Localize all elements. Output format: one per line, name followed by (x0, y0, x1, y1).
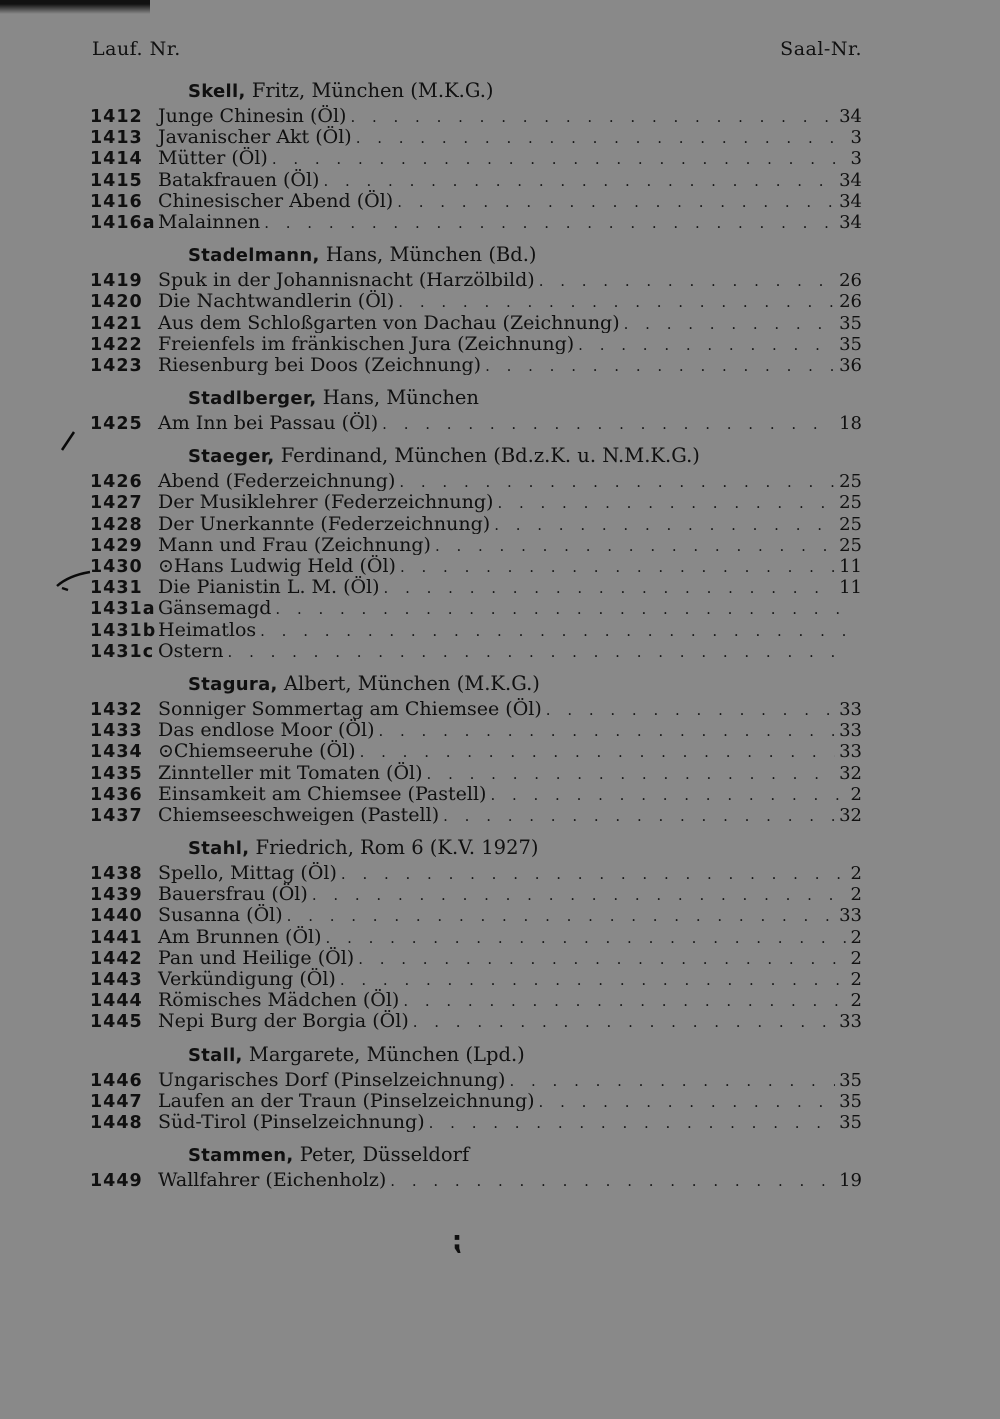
leader-dots (312, 886, 846, 904)
catalog-entry (90, 862, 862, 883)
entry-title: Der Unerkannte (Federzeichnung) (158, 512, 491, 534)
entry-saal-number: 25 (839, 492, 862, 513)
leader-dots (228, 643, 846, 661)
entry-saal-number: 35 (839, 1069, 862, 1090)
entry-number: 1422 (90, 334, 143, 354)
entry-title: Pan und Heilige (Öl) (158, 946, 355, 968)
catalog-entry (90, 126, 862, 147)
entry-saal-number: 2 (850, 884, 862, 905)
entry-title: Abend (Federzeichnung) (158, 470, 396, 492)
catalog-entry (90, 354, 862, 375)
catalog-entry (90, 491, 862, 512)
catalog-entry (90, 576, 862, 597)
entry-title: Mann und Frau (Zeichnung) (158, 533, 431, 555)
artist-heading (188, 673, 862, 696)
entry-number: 1412 (90, 107, 143, 127)
entry-number: 1426 (90, 472, 143, 492)
entry-title: Spuk in der Johannisnacht (Harzölbild) (158, 269, 535, 291)
leader-dots (382, 415, 835, 433)
artist-name: Stammen, (188, 1145, 294, 1167)
entry-number: 1428 (90, 514, 143, 534)
leader-dots (360, 743, 836, 761)
printer-mark: ⁏ (452, 1226, 463, 1256)
entry-title: Laufen an der Traun (Pinselzeichnung) (158, 1089, 535, 1111)
catalog-entry (90, 989, 862, 1010)
artist-details: Ferdinand, München (Bd.z.K. u. N.M.K.G.) (280, 444, 700, 468)
entry-number: 1419 (90, 271, 143, 291)
entry-number: 1413 (90, 128, 143, 148)
catalog-entry (90, 555, 862, 576)
catalog-entry (90, 883, 862, 904)
entry-number: 1415 (90, 170, 143, 190)
entry-title: Spello, Mittag (Öl) (158, 862, 337, 884)
entry-number: 1431b (90, 620, 157, 640)
entry-number: 1437 (90, 805, 143, 826)
artist-details: Margarete, München (Lpd.) (248, 1042, 525, 1066)
leader-dots (624, 315, 835, 333)
leader-dots (578, 336, 835, 354)
entry-title: Ostern (158, 639, 224, 661)
entry-title: Einsamkeit am Chiemsee (Pastell) (158, 782, 487, 804)
entry-title: Der Musiklehrer (Federzeichnung) (158, 491, 494, 513)
entry-number: 1431c (90, 641, 155, 661)
entry-saal-number: 19 (839, 1170, 862, 1191)
catalog-entry (90, 1090, 862, 1111)
leader-dots (358, 950, 846, 968)
leader-dots (323, 172, 835, 190)
entry-saal-number: 35 (839, 1090, 862, 1111)
entry-title: Mütter (Öl) (158, 147, 268, 169)
catalog-entry (90, 740, 862, 761)
entry-number: 1431 (90, 578, 143, 598)
entry-number: 1442 (90, 948, 143, 968)
entry-saal-number: 26 (839, 270, 862, 291)
leader-dots (509, 1072, 835, 1090)
artist-heading (188, 837, 862, 860)
catalog-entry (90, 534, 862, 555)
catalog-entry (90, 147, 862, 168)
leader-dots (435, 537, 835, 555)
entry-saal-number: 2 (850, 783, 862, 804)
leader-dots (546, 701, 835, 719)
entry-saal-number: 33 (839, 720, 862, 741)
entry-saal-number: 32 (839, 804, 862, 826)
entry-title: Ungarisches Dorf (Pinselzeichnung) (158, 1068, 506, 1090)
leader-dots (275, 600, 846, 618)
catalog-entry (90, 1010, 862, 1031)
entry-title: ⊙Chiemseeruhe (Öl) (158, 740, 356, 762)
entry-number: 1444 (90, 991, 143, 1011)
leader-dots (399, 473, 835, 491)
entry-number: 1434 (90, 742, 143, 762)
catalog-entry (90, 947, 862, 968)
catalog-entry (90, 640, 862, 661)
entry-title: Javanischer Akt (Öl) (158, 126, 352, 148)
artist-name: Skell, (188, 81, 246, 102)
artist-name: Stahl, (188, 838, 250, 860)
entry-number: 1447 (90, 1091, 143, 1111)
entry-title: Susanna (Öl) (158, 904, 283, 926)
entry-saal-number: 25 (839, 471, 862, 492)
leader-dots (272, 150, 846, 168)
artist-name: Stagura, (188, 673, 278, 695)
artist-details: Peter, Düsseldorf (299, 1143, 470, 1167)
entry-saal-number: 36 (839, 354, 862, 376)
catalog-entry (90, 211, 862, 232)
artist-name: Stadlberger, (188, 388, 317, 410)
leader-dots (341, 865, 846, 883)
entry-number: 1445 (90, 1012, 143, 1032)
entry-title: Süd-Tirol (Pinselzeichnung) (158, 1110, 425, 1133)
entry-number: 1439 (90, 885, 143, 905)
catalog-entry (90, 290, 862, 311)
artist-details: Friedrich, Rom 6 (K.V. 1927) (255, 836, 539, 860)
entry-number: 1449 (90, 1171, 143, 1191)
entry-saal-number: 33 (839, 741, 862, 762)
pencil-tick-mark-icon (60, 428, 80, 452)
entry-number: 1443 (90, 970, 143, 990)
leader-dots (356, 129, 846, 147)
entry-number: 1414 (90, 149, 143, 169)
catalog-entry (90, 190, 862, 211)
artist-heading (188, 1144, 862, 1167)
leader-dots (264, 214, 835, 232)
entry-title: Die Pianistin L. M. (Öl) (158, 576, 380, 598)
entry-number: 1423 (90, 355, 143, 376)
artist-details: Hans, München (322, 386, 479, 410)
entry-saal-number: 2 (850, 926, 862, 947)
entry-saal-number: 35 (839, 312, 862, 333)
artist-heading (188, 80, 862, 103)
entry-saal-number: 33 (839, 698, 862, 720)
leader-dots (539, 1093, 836, 1111)
entry-saal-number: 33 (839, 1011, 862, 1032)
entry-saal-number: 11 (839, 577, 862, 598)
leader-dots (398, 293, 835, 311)
entry-saal-number: 18 (839, 413, 862, 434)
artist-name: Staeger, (188, 446, 275, 468)
leader-dots (390, 1172, 835, 1190)
entry-title: Junge Chinesin (Öl) (158, 105, 347, 127)
entry-title: Chinesischer Abend (Öl) (158, 189, 394, 211)
artist-heading (188, 244, 862, 267)
entry-saal-number: 34 (839, 190, 862, 211)
leader-dots (326, 929, 846, 947)
artist-heading (188, 1044, 862, 1067)
catalog-entry (90, 783, 862, 804)
artist-heading (188, 387, 862, 410)
catalog-entry (90, 312, 862, 333)
catalog-entry (90, 597, 862, 618)
entry-title: Am Inn bei Passau (Öl) (158, 412, 379, 434)
entry-saal-number: 2 (850, 863, 862, 884)
artist-details: Hans, München (Bd.) (325, 243, 537, 267)
leader-dots (260, 622, 846, 640)
entry-title: Batakfrauen (Öl) (158, 168, 320, 190)
entry-number: 1431a (90, 599, 156, 619)
catalog-entry (90, 470, 862, 491)
leader-dots (485, 357, 835, 375)
entry-saal-number: 34 (839, 106, 862, 127)
catalog-entry (90, 1111, 862, 1132)
artist-details: Fritz, München (M.K.G.) (251, 79, 494, 102)
catalog-listing (90, 80, 862, 1190)
catalog-entry (90, 105, 862, 126)
catalog-entry (90, 804, 862, 825)
entry-number: 1430 (90, 557, 143, 577)
entry-saal-number: 11 (839, 556, 862, 577)
entry-number: 1441 (90, 927, 143, 947)
leader-dots (287, 907, 835, 925)
entry-number: 1435 (90, 763, 143, 783)
entry-saal-number: 3 (850, 127, 862, 148)
entry-title: Riesenburg bei Doos (Zeichnung) (158, 353, 482, 376)
entry-number: 1446 (90, 1070, 143, 1090)
entry-title: Heimatlos (158, 618, 257, 640)
header-saal-nr: Saal-Nr. (780, 38, 862, 60)
artist-name: Stall, (188, 1044, 243, 1066)
entry-number: 1416a (90, 212, 156, 233)
catalog-entry (90, 412, 862, 433)
entry-title: Sonniger Sommertag am Chiemsee (Öl) (158, 697, 542, 720)
entry-title: Römisches Mädchen (Öl) (158, 989, 400, 1011)
entry-title: Die Nachtwandlerin (Öl) (158, 290, 395, 312)
leader-dots (403, 992, 846, 1010)
catalog-entry (90, 762, 862, 783)
scan-edge-shadow (0, 0, 150, 14)
entry-title: Am Brunnen (Öl) (158, 925, 322, 947)
entry-number: 1448 (90, 1112, 143, 1133)
entry-saal-number: 35 (839, 333, 862, 354)
entry-number: 1440 (90, 906, 143, 926)
entry-title: Bauersfrau (Öl) (158, 883, 308, 905)
entry-number: 1416 (90, 191, 143, 211)
entry-title: Chiemseeschweigen (Pastell) (158, 803, 440, 826)
entry-saal-number: 33 (839, 905, 862, 926)
leader-dots (429, 1114, 835, 1132)
entry-number: 1420 (90, 292, 143, 312)
entry-saal-number: 25 (839, 513, 862, 534)
entry-title: Aus dem Schloßgarten von Dachau (Zeichnung) (158, 311, 620, 333)
entry-title: ⊙Hans Ludwig Held (Öl) (158, 555, 396, 577)
artist-name: Stadelmann, (188, 245, 320, 267)
leader-dots (427, 765, 836, 783)
entry-saal-number: 32 (839, 762, 862, 783)
catalog-entry (90, 333, 862, 354)
leader-dots (350, 108, 835, 126)
artist-heading (188, 445, 862, 468)
entry-title: Das endlose Moor (Öl) (158, 719, 375, 741)
leader-dots (384, 579, 836, 597)
pencil-tick-mark-icon (54, 566, 94, 592)
leader-dots (490, 786, 846, 804)
catalog-entry (90, 1069, 862, 1090)
entry-number: 1429 (90, 535, 143, 555)
entry-number: 1432 (90, 699, 143, 720)
catalog-entry (90, 968, 862, 989)
leader-dots (400, 558, 835, 576)
catalog-entry (90, 619, 862, 640)
leader-dots (539, 272, 835, 290)
entry-saal-number: 35 (839, 1111, 862, 1133)
entry-number: 1436 (90, 784, 143, 804)
entry-title: Nepi Burg der Borgia (Öl) (158, 1010, 409, 1032)
catalog-entry (90, 1169, 862, 1190)
entry-number: 1421 (90, 313, 143, 333)
catalog-entry (90, 698, 862, 719)
entry-saal-number: 34 (839, 211, 862, 233)
entry-saal-number: 2 (850, 990, 862, 1011)
artist-details: Albert, München (M.K.G.) (283, 671, 540, 695)
header-lauf-nr: Lauf. Nr. (92, 38, 181, 60)
entry-saal-number: 34 (839, 169, 862, 190)
catalog-entry (90, 719, 862, 740)
entry-number: 1427 (90, 493, 143, 513)
entry-saal-number: 26 (839, 291, 862, 312)
entry-title: Wallfahrer (Eichenholz) (158, 1169, 387, 1191)
entry-title: Malainnen (158, 210, 261, 233)
entry-saal-number: 2 (850, 969, 862, 990)
leader-dots (413, 1013, 835, 1031)
leader-dots (494, 516, 835, 534)
entry-saal-number: 2 (850, 947, 862, 968)
entry-saal-number: 3 (850, 148, 862, 169)
entry-saal-number: 25 (839, 534, 862, 555)
page-header (92, 38, 862, 60)
leader-dots (340, 971, 846, 989)
entry-number: 1433 (90, 721, 143, 741)
entry-title: Freienfels im fränkischen Jura (Zeichnung) (158, 332, 575, 354)
catalog-entry (90, 169, 862, 190)
leader-dots (497, 494, 835, 512)
entry-title: Gänsemagd (158, 597, 272, 619)
entry-number: 1425 (90, 414, 143, 434)
leader-dots (397, 193, 835, 211)
entry-title: Verkündigung (Öl) (158, 968, 336, 990)
catalog-entry (90, 269, 862, 290)
entry-number: 1438 (90, 864, 143, 884)
leader-dots (443, 807, 835, 825)
catalog-entry (90, 904, 862, 925)
catalog-entry (90, 926, 862, 947)
catalog-entry (90, 513, 862, 534)
entry-title: Zinnteller mit Tomaten (Öl) (158, 761, 423, 783)
leader-dots (378, 722, 835, 740)
